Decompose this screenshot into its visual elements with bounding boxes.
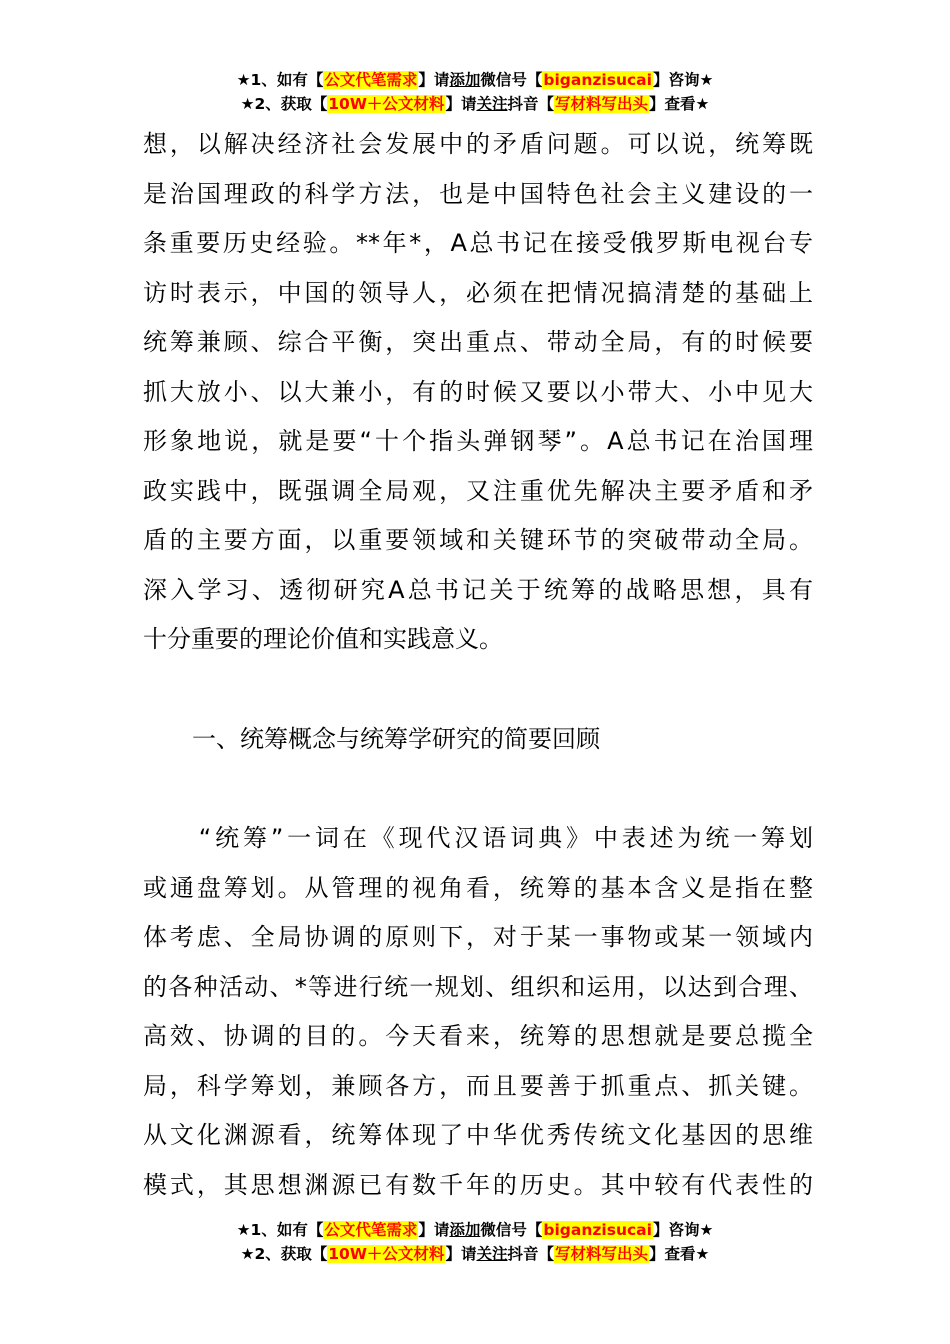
promo-text: ★2、获取【 [240,95,328,113]
promo-highlight: biganzisucai [543,71,652,89]
promo-highlight: 10W＋公文材料 [328,95,445,113]
promo-highlight: 写材料写出头 [554,95,648,113]
promo-highlight: 写材料写出头 [554,1245,648,1263]
text-line: “统筹”一词在《现代汉语词典》中表述为统一筹划 [143,824,813,852]
text-line: 十分重要的理论价值和实践意义。 [143,625,503,653]
paragraph-gap [143,764,813,814]
promo-text: 】请 [445,95,477,113]
promo-text: 微信号【 [480,1221,543,1239]
promo-text: 】请 [445,1245,477,1263]
promo-banner-bottom [0,1218,950,1266]
text-line: 模式，其思想渊源已有数千年的历史。其中较有代表性的 [143,1170,813,1199]
promo-text: 抖音【 [507,1245,554,1263]
document-body [143,120,813,1210]
promo-highlight: biganzisucai [543,1221,652,1239]
text-line: 想，以解决经济社会发展中的矛盾问题。可以说，统筹既 [143,130,813,158]
text-line: 盾的主要方面，以重要领域和关键环节的突破带动全局。 [143,526,813,554]
paragraph-1 [143,120,813,665]
promo-text: 】咨询★ [652,1221,714,1239]
promo-text: ★1、如有【 [236,1221,324,1239]
promo-text: ★1、如有【 [236,71,324,89]
text-line: 体考虑、全局协调的原则下，对于某一事物或某一领域内 [143,923,813,951]
paragraph-gap [143,665,813,715]
promo-line-1 [0,68,950,92]
promo-text: 】请 [418,1221,450,1239]
text-line: 形象地说，就是要“十个指头弹钢琴”。A总书记在治国理 [143,427,813,455]
promo-text: 】请 [418,71,450,89]
text-line: 是治国理政的科学方法，也是中国特色社会主义建设的一 [143,179,813,208]
text-line: 从文化渊源看，统筹体现了中华优秀传统文化基因的思维 [143,1121,813,1149]
section-heading: 一、统筹概念与统筹学研究的简要回顾 [192,724,600,753]
promo-text: 】查看★ [649,1245,710,1263]
promo-underline-text: 添加 [449,71,481,89]
promo-text: 】咨询★ [652,71,714,89]
text-line: 或通盘筹划。从管理的视角看，统筹的基本含义是指在整 [143,873,813,902]
text-line: 深入学习、透彻研究A总书记关于统筹的战略思想，具有 [143,575,813,604]
text-line: 局，科学筹划，兼顾各方，而且要善于抓重点、抓关键。 [143,1071,813,1100]
promo-line-2 [0,1242,950,1266]
promo-text: ★2、获取【 [240,1245,328,1263]
text-line: 政实践中，既强调全局观，又注重优先解决主要矛盾和矛 [143,476,813,505]
text-line: 高效、协调的目的。今天看来，统筹的思想就是要总揽全 [143,1022,813,1050]
text-line: 统筹兼顾、综合平衡，突出重点、带动全局，有的时候要 [143,328,813,356]
promo-text: 抖音【 [507,95,554,113]
promo-banner-top [0,68,950,116]
text-line: 访时表示，中国的领导人，必须在把情况搞清楚的基础上 [143,278,813,307]
text-line: 条重要历史经验。**年*，A总书记在接受俄罗斯电视台专 [143,229,813,257]
promo-text: 微信号【 [480,71,543,89]
promo-underline-text: 关注 [476,1245,508,1263]
promo-highlight: 公文代笔需求 [324,71,418,89]
promo-underline-text: 关注 [476,95,508,113]
promo-line-1 [0,1218,950,1242]
text-line: 的各种活动、*等进行统一规划、组织和运用，以达到合理、 [143,972,813,1001]
paragraph-2 [143,814,813,1210]
promo-underline-text: 添加 [449,1221,481,1239]
promo-text: 】查看★ [649,95,710,113]
text-line: 抓大放小、以大兼小，有的时候又要以小带大、小中见大 [143,377,813,406]
promo-line-2 [0,92,950,116]
promo-highlight: 公文代笔需求 [324,1221,418,1239]
promo-highlight: 10W＋公文材料 [328,1245,445,1263]
